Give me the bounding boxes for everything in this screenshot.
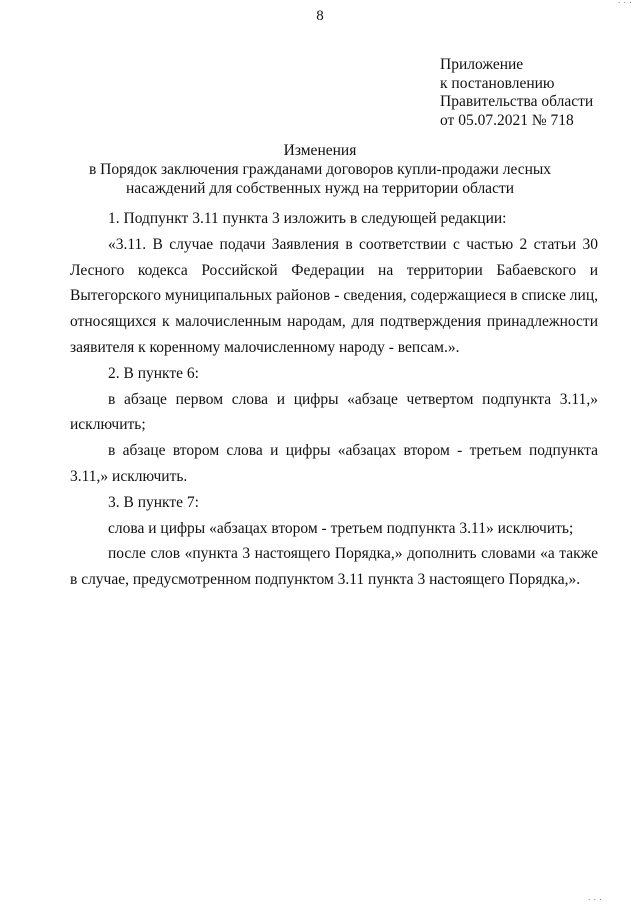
appendix-line: от 05.07.2021 № 718 [440, 111, 574, 129]
paragraph-item-2: 2. В пункте 6: [108, 364, 199, 382]
appendix-line: к постановлению [440, 74, 555, 92]
appendix-line: Приложение [440, 56, 524, 73]
title-heading: Изменения [283, 142, 357, 159]
title-subtitle-line: насаждений для собственных нужд на территории области [125, 180, 515, 197]
paragraph-item-1-text: «3.11. В случае подачи Заявления в соответствии с частью 2 статьи 30 Лесного кодекса Российской Федерации на территории Бабаевского и Вытегорского муниципальных районов - сведения, содержащиеся в списке лиц, относящихся к малочисленным народам, для подтверждения принадлежности заявителя к коренному малочисленному народу - вепсам.». [70, 235, 598, 356]
paragraph-item-2-second: в абзаце втором слова и цифры «абзацах втором - третьем подпункта 3.11,» исключить. [70, 442, 598, 485]
title-subtitle-line: в Порядок заключения гражданами договоров купли-продажи лесных [88, 161, 552, 178]
paragraph-item-1: 1. Подпункт 3.11 пункта 3 изложить в следующей редакции: [108, 210, 507, 227]
document-body [70, 206, 598, 593]
paragraph-item-2-first: в абзаце первом слова и цифры «абзаце четвертом подпункта 3.11,» исключить; [70, 390, 598, 434]
paragraph-item-3: 3. В пункте 7: [108, 493, 199, 511]
paragraph-item-3-second: после слов «пункта 3 настоящего Порядка,» дополнить словами «а также в случае, предусмотренном подпунктом 3.11 пункта 3 настоящего Порядка,». [70, 545, 598, 589]
paragraph-item-3-first: слова и цифры «абзацах втором - третьем подпункта 3.11» исключить; [108, 519, 574, 537]
page-number: 8 [316, 8, 324, 24]
appendix-block [440, 56, 593, 130]
corner-mark: . . . [617, 0, 632, 6]
appendix-line: Правительства области [440, 93, 594, 110]
document-title [60, 141, 580, 198]
corner-mark: . . . [587, 893, 602, 903]
